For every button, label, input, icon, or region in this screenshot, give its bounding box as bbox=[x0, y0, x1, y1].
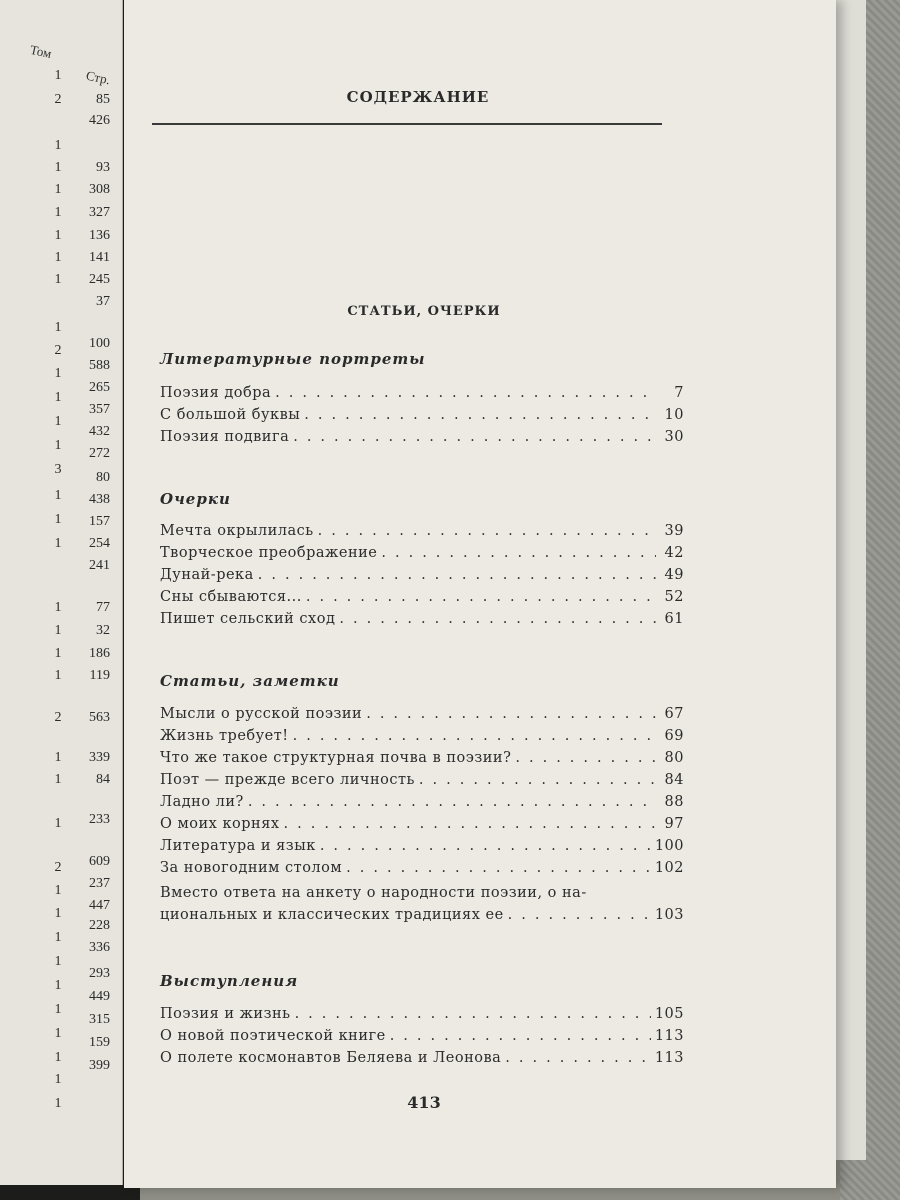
page-cell: 399 bbox=[89, 1058, 110, 1073]
toc-entry bbox=[160, 706, 684, 728]
leader-dots bbox=[258, 567, 656, 583]
toc-entry bbox=[160, 907, 684, 929]
entry-page: 10 bbox=[664, 407, 684, 423]
page-cell: 93 bbox=[96, 160, 110, 175]
vol-cell: 1 bbox=[54, 414, 62, 429]
toc-entry bbox=[160, 589, 684, 611]
entry-title: Поэзия и жизнь bbox=[160, 1006, 291, 1022]
page-cell: 100 bbox=[89, 336, 110, 351]
vol-cell: 2 bbox=[54, 92, 62, 107]
vol-cell: 1 bbox=[54, 250, 62, 265]
page-cell: 245 bbox=[89, 272, 110, 287]
entry-title: Ладно ли? bbox=[160, 794, 244, 810]
toc-entry bbox=[160, 860, 684, 882]
toc-entry bbox=[160, 1050, 684, 1072]
page-cell: 159 bbox=[89, 1035, 110, 1050]
vol-cell: 1 bbox=[54, 366, 62, 381]
vol-cell: 1 bbox=[54, 488, 62, 503]
title-rule bbox=[152, 123, 662, 125]
page-cell: 233 bbox=[89, 812, 110, 827]
leader-dots bbox=[293, 728, 656, 744]
entry-page: 39 bbox=[664, 523, 684, 539]
vol-cell: 1 bbox=[54, 668, 62, 683]
page-cell: 77 bbox=[96, 600, 110, 615]
page-cell: 609 bbox=[89, 854, 110, 869]
leader-dots bbox=[381, 545, 656, 561]
volume-column-header: Том bbox=[28, 41, 53, 62]
entry-title: Что же такое структурная почва в поэзии? bbox=[160, 750, 512, 766]
entry-title: Сны сбываются... bbox=[160, 589, 302, 605]
toc-entry bbox=[160, 838, 684, 860]
toc-entry bbox=[160, 728, 684, 750]
entry-title: Мысли о русской поэзии bbox=[160, 706, 363, 722]
vol-cell: 1 bbox=[54, 182, 62, 197]
vol-cell: 1 bbox=[54, 1096, 62, 1111]
entry-title: О полете космонавтов Беляева и Леонова bbox=[160, 1050, 502, 1066]
vol-cell: 1 bbox=[54, 623, 62, 638]
vol-cell: 1 bbox=[54, 978, 62, 993]
vol-cell: 1 bbox=[54, 228, 62, 243]
page-cell: 237 bbox=[89, 876, 110, 891]
toc-entry bbox=[160, 750, 684, 772]
page-cell: 254 bbox=[89, 536, 110, 551]
entry-title: Поэзия добра bbox=[160, 385, 272, 401]
toc-entry bbox=[160, 1028, 684, 1050]
vol-cell: 1 bbox=[54, 68, 62, 83]
entry-page: 84 bbox=[664, 772, 684, 788]
vol-cell: 1 bbox=[54, 750, 62, 765]
entry-title: Литература и язык bbox=[160, 838, 316, 854]
entry-title: Поэт — прежде всего личность bbox=[160, 772, 415, 788]
part-title: Выступления bbox=[160, 972, 299, 990]
vol-cell: 1 bbox=[54, 1072, 62, 1087]
vol-cell: 2 bbox=[54, 343, 62, 358]
page-title: СОДЕРЖАНИЕ bbox=[346, 88, 490, 106]
vol-cell: 1 bbox=[54, 205, 62, 220]
toc-entry bbox=[160, 611, 684, 633]
vol-cell: 1 bbox=[54, 906, 62, 921]
page-cell: 327 bbox=[89, 205, 110, 220]
entry-page: 105 bbox=[654, 1006, 684, 1022]
entry-page: 52 bbox=[664, 589, 684, 605]
entry-page: 100 bbox=[654, 838, 684, 854]
entry-title: О моих корнях bbox=[160, 816, 280, 832]
leader-dots bbox=[508, 907, 651, 923]
part-title: Литературные портреты bbox=[160, 350, 426, 368]
page-cell: 447 bbox=[89, 898, 110, 913]
entry-page: 103 bbox=[654, 907, 684, 923]
entry-title: За новогодним столом bbox=[160, 860, 343, 876]
page-cell: 315 bbox=[89, 1012, 110, 1027]
page-cell: 265 bbox=[89, 380, 110, 395]
leader-dots bbox=[248, 794, 656, 810]
toc-entry bbox=[160, 407, 684, 429]
page-cell: 228 bbox=[89, 918, 110, 933]
page-cell: 80 bbox=[96, 470, 110, 485]
toc-entry bbox=[160, 429, 684, 451]
vol-cell: 1 bbox=[54, 438, 62, 453]
vol-cell: 1 bbox=[54, 138, 62, 153]
page-cell: 588 bbox=[89, 358, 110, 373]
vol-cell: 2 bbox=[54, 710, 62, 725]
page-cell: 339 bbox=[89, 750, 110, 765]
entry-title: Мечта окрылилась bbox=[160, 523, 314, 539]
page-cell: 563 bbox=[89, 710, 110, 725]
vol-cell: 1 bbox=[54, 930, 62, 945]
vol-cell: 1 bbox=[54, 1050, 62, 1065]
page-cell: 84 bbox=[96, 772, 110, 787]
leader-dots bbox=[295, 1006, 651, 1022]
page-cell: 186 bbox=[89, 646, 110, 661]
leader-dots bbox=[339, 611, 656, 627]
vol-cell: 1 bbox=[54, 1026, 62, 1041]
page-cell: 241 bbox=[89, 558, 110, 573]
vol-cell: 1 bbox=[54, 160, 62, 175]
vol-cell: 1 bbox=[54, 883, 62, 898]
page-cell: 449 bbox=[89, 989, 110, 1004]
page-cell: 357 bbox=[89, 402, 110, 417]
entry-title: С большой буквы bbox=[160, 407, 301, 423]
toc-entry bbox=[160, 567, 684, 589]
leader-dots bbox=[366, 706, 656, 722]
page-cell: 119 bbox=[89, 668, 110, 683]
page-cell: 37 bbox=[96, 294, 110, 309]
entry-page: 102 bbox=[654, 860, 684, 876]
leader-dots bbox=[284, 816, 656, 832]
page-cell: 308 bbox=[89, 182, 110, 197]
entry-page: 49 bbox=[664, 567, 684, 583]
vol-cell: 1 bbox=[54, 816, 62, 831]
section-heading: СТАТЬИ, ОЧЕРКИ bbox=[347, 304, 501, 319]
page-cell: 136 bbox=[89, 228, 110, 243]
leader-dots bbox=[275, 385, 656, 401]
entry-page: 80 bbox=[664, 750, 684, 766]
vol-cell: 1 bbox=[54, 646, 62, 661]
entry-page: 88 bbox=[664, 794, 684, 810]
entry-title: Пишет сельский сход bbox=[160, 611, 336, 627]
entry-page: 61 bbox=[664, 611, 684, 627]
vol-cell: 1 bbox=[54, 320, 62, 335]
leader-dots bbox=[346, 860, 651, 876]
leader-dots bbox=[293, 429, 656, 445]
page-cell: 426 bbox=[89, 113, 110, 128]
entry-page: 67 bbox=[664, 706, 684, 722]
leader-dots bbox=[390, 1028, 651, 1044]
vol-cell: 1 bbox=[54, 600, 62, 615]
entry-title: Жизнь требует! bbox=[160, 728, 289, 744]
entry-page: 7 bbox=[674, 385, 684, 401]
entry-title: Творческое преображение bbox=[160, 545, 378, 561]
vol-cell: 1 bbox=[54, 954, 62, 969]
page-cell: 336 bbox=[89, 940, 110, 955]
part-title: Статьи, заметки bbox=[160, 672, 340, 690]
entry-title: О новой поэтической книге bbox=[160, 1028, 386, 1044]
leader-dots bbox=[318, 523, 656, 539]
vol-cell: 1 bbox=[54, 390, 62, 405]
toc-entry bbox=[160, 772, 684, 794]
page-cell: 157 bbox=[89, 514, 110, 529]
entry-page: 42 bbox=[664, 545, 684, 561]
contents-page bbox=[124, 0, 836, 1188]
leader-dots bbox=[515, 750, 656, 766]
entry-page: 30 bbox=[664, 429, 684, 445]
entry-page: 113 bbox=[654, 1028, 684, 1044]
leader-dots bbox=[419, 772, 656, 788]
toc-entry bbox=[160, 1006, 684, 1028]
entry-title: Поэзия подвига bbox=[160, 429, 290, 445]
leader-dots bbox=[306, 589, 656, 605]
vol-cell: 2 bbox=[54, 860, 62, 875]
toc-entry bbox=[160, 523, 684, 545]
page-cell: 272 bbox=[89, 446, 110, 461]
vol-cell: 1 bbox=[54, 772, 62, 787]
entry-page: 97 bbox=[664, 816, 684, 832]
toc-entry bbox=[160, 794, 684, 816]
toc-entry bbox=[160, 385, 684, 407]
entry-page: 69 bbox=[664, 728, 684, 744]
leader-dots bbox=[320, 838, 651, 854]
vol-cell: 3 bbox=[54, 462, 62, 477]
entry-title: циональных и классических традициях ее bbox=[160, 907, 504, 923]
leader-dots bbox=[304, 407, 656, 423]
vol-cell: 1 bbox=[54, 536, 62, 551]
entry-page: 113 bbox=[654, 1050, 684, 1066]
page-cell: 432 bbox=[89, 424, 110, 439]
leader-dots bbox=[505, 1050, 651, 1066]
vol-cell: 1 bbox=[54, 1002, 62, 1017]
page-edge bbox=[836, 0, 866, 1160]
page-cell: 293 bbox=[89, 966, 110, 981]
left-page bbox=[0, 0, 123, 1185]
page-cell: 85 bbox=[96, 92, 110, 107]
vol-cell: 1 bbox=[54, 512, 62, 527]
page-cell: 32 bbox=[96, 623, 110, 638]
toc-entry bbox=[160, 816, 684, 838]
vol-cell: 1 bbox=[54, 272, 62, 287]
page-cell: 141 bbox=[89, 250, 110, 265]
page-number: 413 bbox=[407, 1093, 441, 1112]
entry-title-line1: Вместо ответа на анкету о народности поэзии, о на- bbox=[160, 885, 587, 901]
part-title: Очерки bbox=[160, 490, 231, 508]
page-column-header: Стр. bbox=[84, 67, 112, 88]
toc-entry bbox=[160, 545, 684, 567]
entry-title: Дунай-река bbox=[160, 567, 254, 583]
page-cell: 438 bbox=[89, 492, 110, 507]
